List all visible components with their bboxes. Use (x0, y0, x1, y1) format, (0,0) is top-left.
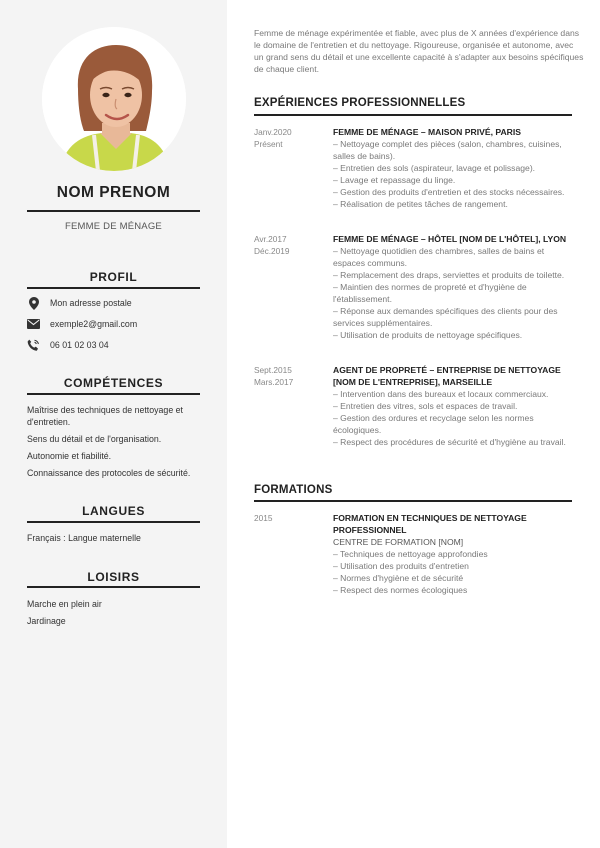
experience-dates (254, 126, 329, 150)
map-pin-icon (27, 297, 40, 310)
experience-bullet: – Gestion des ordures et recyclage selon les normes écologiques. (333, 413, 534, 435)
experience-bullet: – Nettoyage complet des pièces (salon, chambres, cuisines, salles de bains). (333, 139, 562, 161)
experience-bullet: – Entretien des sols (aspirateur, lavage et polissage). (333, 163, 536, 173)
profil-heading: PROFIL (89, 270, 138, 284)
profile-photo (42, 27, 186, 171)
loisirs-divider (27, 586, 200, 588)
name-divider (27, 210, 200, 212)
experience-bullet: – Intervention dans des bureaux et locaux commerciaux. (333, 389, 549, 399)
email-row (27, 317, 202, 331)
intro-summary: Femme de ménage expérimentée et fiable, avec plus de X années d'expérience dans le domaine de l'entretien et du nettoyage. Rigoureuse, organisée et autonome, avec un grand sens du détail et une excellente capacité à s'adapter aux besoins spécifiques de chaque client. (254, 28, 584, 74)
skill-item: Maîtrise des techniques de nettoyage et d'entretien. (27, 405, 183, 427)
skill-item: Autonomie et fiabilité. (27, 451, 112, 461)
date-start: Sept.2015 (254, 365, 292, 375)
date-start: Janv.2020 (254, 127, 292, 137)
experience-dates (254, 233, 329, 257)
date-end: Déc.2019 (254, 246, 290, 256)
experience-bullet: – Réalisation de petites tâches de rangement. (333, 199, 508, 209)
experience-bullet: – Respect des procédures de sécurité et d'hygiène au travail. (333, 437, 566, 447)
formations-divider (254, 500, 572, 502)
formation-body (333, 512, 578, 596)
skill-item: Connaissance des protocoles de sécurité. (27, 468, 191, 478)
experience-bullet: – Maintien des normes de propreté et d'hygiène de l'établissement. (333, 282, 527, 304)
date-end: Présent (254, 139, 283, 149)
experience-title: AGENT DE PROPRETÉ – ENTREPRISE DE NETTOYAGE [NOM DE L'ENTREPRISE], MARSEILLE (333, 365, 561, 387)
experience-bullet: – Gestion des produits d'entretien et des stocks nécessaires. (333, 187, 565, 197)
experience-bullet: – Utilisation de produits de nettoyage spécifiques. (333, 330, 523, 340)
experiences-heading: EXPÉRIENCES PROFESSIONNELLES (254, 97, 466, 109)
experience-bullet: – Nettoyage quotidien des chambres, salles de bains et espaces communs. (333, 246, 545, 268)
experience-body (333, 233, 578, 341)
formation-bullet: – Normes d'hygiène et de sécurité (333, 573, 464, 583)
formation-date: 2015 (254, 513, 273, 523)
experience-bullet: – Lavage et repassage du linge. (333, 175, 456, 185)
formations-heading: FORMATIONS (254, 484, 333, 496)
sidebar (0, 0, 227, 848)
language-item: Français : Langue maternelle (27, 533, 141, 543)
profil-divider (27, 287, 200, 289)
date-end: Mars.2017 (254, 377, 294, 387)
candidate-name: NOM PRENOM (56, 184, 171, 201)
experience-bullet: – Réponse aux demandes spécifiques des clients pour des services supplémentaires. (333, 306, 558, 328)
experience-dates (254, 364, 329, 388)
langues-heading: LANGUES (82, 504, 145, 518)
phone-row (27, 338, 202, 352)
skill-item: Sens du détail et de l'organisation. (27, 434, 162, 444)
formation-bullet: – Utilisation des produits d'entretien (333, 561, 469, 571)
competences-divider (27, 393, 200, 395)
hobby-item: Jardinage (27, 616, 66, 626)
envelope-icon (27, 318, 40, 331)
experience-body (333, 126, 578, 210)
experiences-divider (254, 114, 572, 116)
phone-text: 06 01 02 03 04 (50, 340, 109, 350)
experience-title: FEMME DE MÉNAGE – MAISON PRIVÉ, PARIS (333, 127, 521, 137)
competences-heading: COMPÉTENCES (63, 376, 164, 390)
address-text: Mon adresse postale (50, 298, 132, 308)
email-text[interactable]: exemple2@gmail.com (50, 319, 138, 329)
experience-body (333, 364, 578, 448)
langues-divider (27, 521, 200, 523)
formation-bullet: – Respect des normes écologiques (333, 585, 468, 595)
main-content (227, 0, 600, 848)
experience-bullet: – Remplacement des draps, serviettes et produits de toilette. (333, 270, 565, 280)
experience-bullet: – Entretien des vitres, sols et espaces de travail. (333, 401, 518, 411)
phone-icon (27, 339, 40, 352)
formation-title: FORMATION EN TECHNIQUES DE NETTOYAGE PROFESSIONNEL (333, 513, 527, 535)
loisirs-heading: LOISIRS (87, 570, 140, 584)
address-row (27, 296, 202, 310)
formation-school: CENTRE DE FORMATION [NOM] (333, 537, 464, 547)
hobby-item: Marche en plein air (27, 599, 102, 609)
formation-bullet: – Techniques de nettoyage approfondies (333, 549, 488, 559)
experience-title: FEMME DE MÉNAGE – HÔTEL [NOM DE L'HÔTEL], LYON (333, 234, 567, 244)
job-title: FEMME DE MÉNAGE (65, 221, 162, 232)
date-start: Avr.2017 (254, 234, 287, 244)
